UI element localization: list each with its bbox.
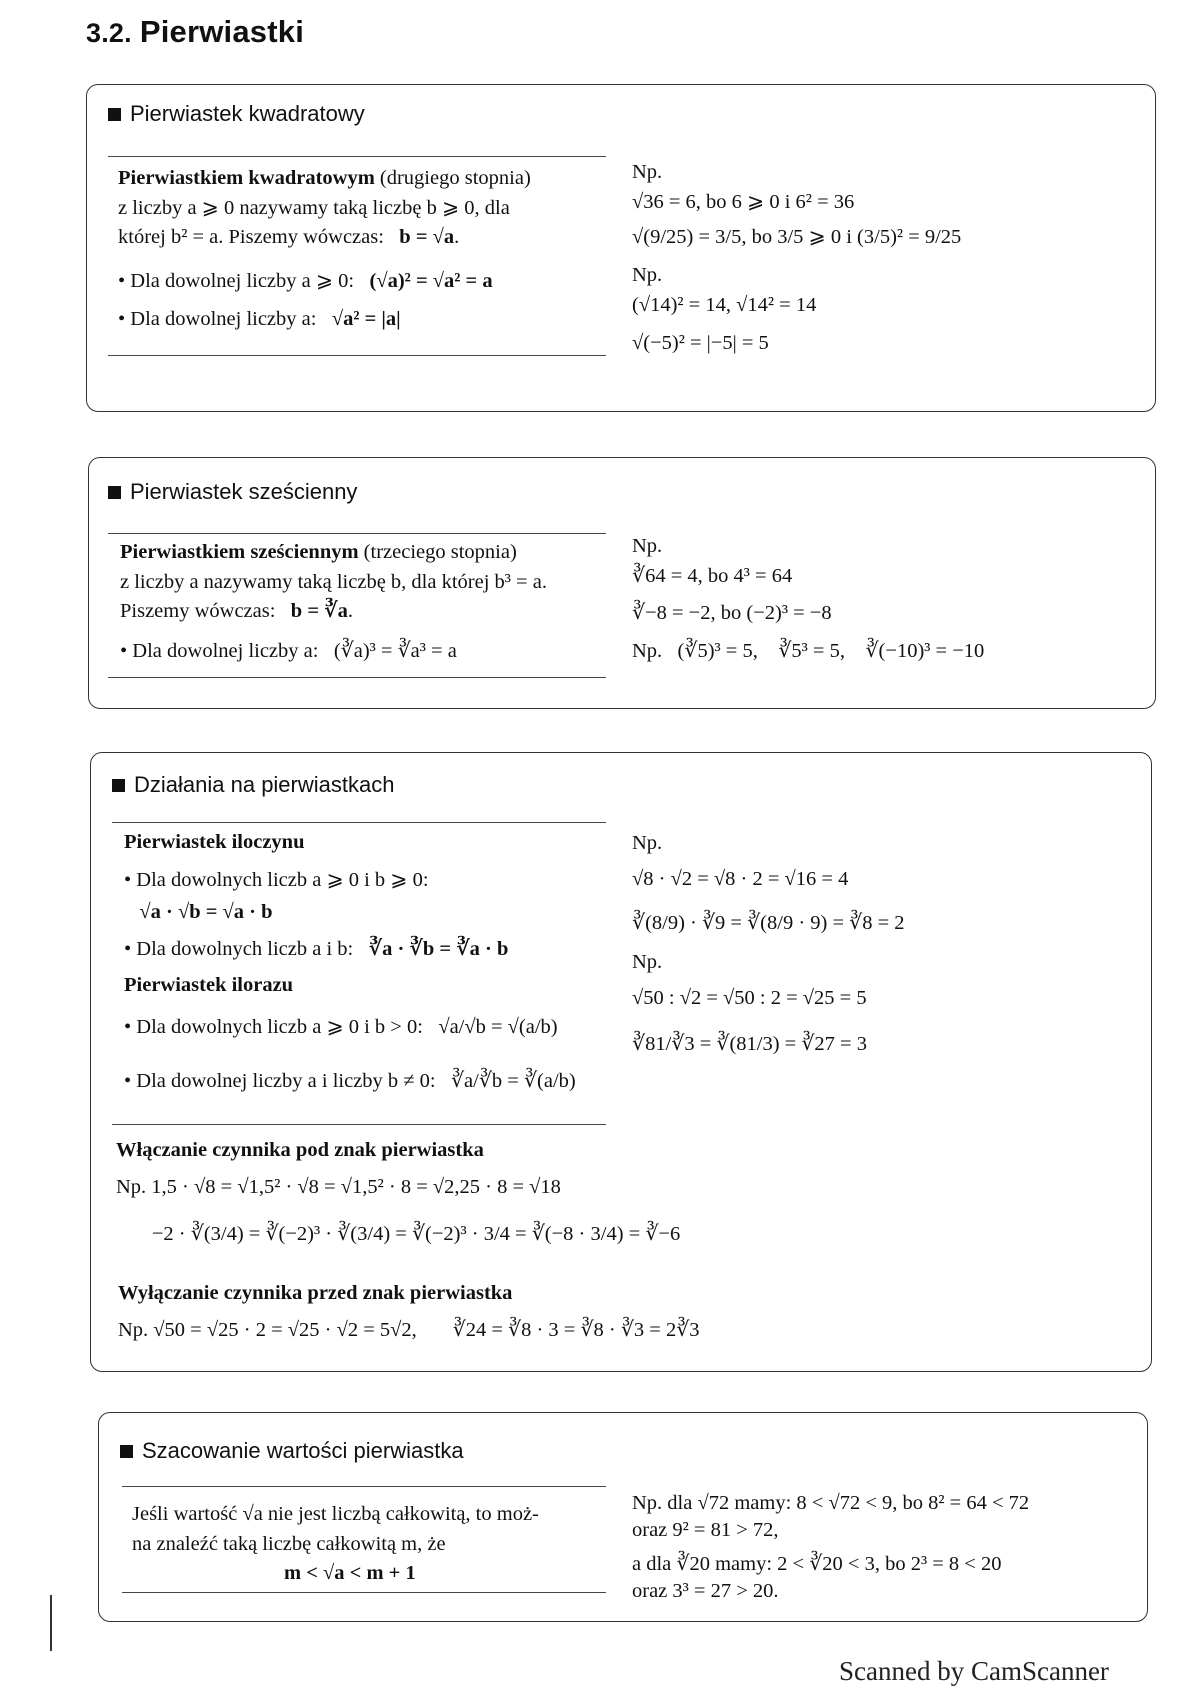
- examples-block: [632, 828, 905, 1061]
- rule-line: • Dla dowolnych liczb a ⩾ 0 i b ⩾ 0:: [124, 868, 429, 891]
- rule-title: Pierwiastek ilorazu: [124, 974, 294, 997]
- divider-bottom: [122, 1592, 606, 1593]
- rule-title: Pierwiastek iloczynu: [124, 831, 305, 853]
- example-line: −2 · ∛(3/4) = ∛(−2)³ · ∛(3/4) = ∛(−2)³ · 3/4 = ∛(−8 · 3/4) = ∛−6: [116, 1222, 681, 1245]
- rule-formula: m < √a < m + 1: [284, 1562, 416, 1585]
- page-title: [86, 14, 304, 50]
- example-line: Np. dla √72 mamy: 8 < √72 < 9, bo 8² = 64 < 72: [632, 1492, 1030, 1514]
- divider-bottom: [108, 355, 606, 356]
- example-line: Np. √50 = √25 · 2 = √25 · √2 = 5√2, ∛24 = ∛8 · 3 = ∛8 · ∛3 = 2∛3: [118, 1318, 700, 1341]
- divider-middle: [112, 1124, 606, 1125]
- definition-block: [120, 538, 547, 667]
- section-heading-estimation: [120, 1438, 464, 1464]
- example-line: Np. 1,5 · √8 = √1,5² · √8 = √1,5² · 8 = √2,25 · 8 = √18: [116, 1175, 561, 1198]
- def-line: z liczby a ⩾ 0 nazywamy taką liczbę b ⩾ 0, dla: [118, 196, 510, 219]
- section-heading-cube-root: [108, 479, 357, 505]
- section-title: Pierwiastki: [139, 14, 305, 49]
- rule-line: • Dla dowolnej liczby a: (∛a)³ = ∛a³ = a: [120, 640, 457, 663]
- example-line: √36 = 6, bo 6 ⩾ 0 i 6² = 36: [632, 190, 855, 213]
- square-bullet-icon: [112, 779, 125, 792]
- example-line: √(−5)² = |−5| = 5: [632, 331, 769, 354]
- example-line: (√14)² = 14, √14² = 14: [632, 293, 817, 316]
- example-line: oraz 9² = 81 > 72,: [632, 1518, 779, 1541]
- divider-top: [108, 156, 606, 157]
- extract-factor-block: [118, 1277, 700, 1347]
- definition-block: [118, 164, 531, 335]
- example-line: √8 · √2 = √8 · 2 = √16 = 4: [632, 867, 849, 890]
- rules-block: [124, 827, 576, 1097]
- rule-line: √a · √b = √a · b: [139, 900, 273, 923]
- example-line: ∛(8/9) · ∛9 = ∛(8/9 · 9) = ∛8 = 2: [632, 911, 905, 934]
- square-bullet-icon: [120, 1445, 133, 1458]
- subsection-title: Wyłączanie czynnika przed znak pierwiastka: [118, 1282, 513, 1304]
- rule-line: • Dla dowolnych liczb a i b: ∛a · ∛b = ∛a · b: [124, 938, 509, 961]
- section-number: 3.2.: [86, 18, 132, 48]
- estimation-rule-block: [132, 1500, 539, 1589]
- rule-line: Jeśli wartość √a nie jest liczbą całkowitą, to moż-: [132, 1503, 539, 1525]
- rule-line: na znaleźć taką liczbę całkowitą m, że: [132, 1532, 446, 1555]
- examples-block: [632, 532, 984, 667]
- subsection-title: Włączanie czynnika pod znak pierwiastka: [116, 1139, 484, 1161]
- example-label: Np.: [632, 264, 663, 287]
- rule-line: • Dla dowolnej liczby a ⩾ 0: (√a)² = √a² = a: [118, 270, 493, 293]
- divider-bottom: [108, 677, 606, 678]
- divider-top: [108, 533, 606, 534]
- section-heading-operations: [112, 772, 394, 798]
- heading-text: Działania na pierwiastkach: [134, 772, 395, 797]
- square-bullet-icon: [108, 108, 121, 121]
- def-line: Piszemy wówczas: b = ∛a.: [120, 600, 353, 623]
- examples-block: [632, 158, 961, 358]
- def-line: której b² = a. Piszemy wówczas: b = √a.: [118, 226, 460, 249]
- section-heading-square-root: [108, 101, 365, 127]
- example-label: Np.: [632, 951, 663, 974]
- example-label: Np.: [632, 832, 663, 854]
- example-label: Np.: [632, 161, 663, 183]
- rule-line: • Dla dowolnej liczby a: √a² = |a|: [118, 307, 401, 330]
- example-line: ∛−8 = −2, bo (−2)³ = −8: [632, 602, 832, 625]
- def-line: Pierwiastkiem sześciennym (trzeciego stopnia): [120, 541, 517, 563]
- divider-top: [112, 822, 606, 823]
- example-line: oraz 3³ = 27 > 20.: [632, 1579, 779, 1602]
- scanner-watermark: Scanned by CamScanner: [839, 1656, 1109, 1686]
- estimation-examples-block: [632, 1490, 1029, 1605]
- def-line: z liczby a nazywamy taką liczbę b, dla której b³ = a.: [120, 570, 547, 593]
- scan-margin-line: [50, 1595, 52, 1651]
- example-line: Np. (∛5)³ = 5, ∛5³ = 5, ∛(−10)³ = −10: [632, 640, 985, 663]
- heading-text: Szacowanie wartości pierwiastka: [142, 1438, 464, 1463]
- example-label: Np.: [632, 535, 663, 557]
- divider-top: [122, 1486, 606, 1487]
- example-line: √50 : √2 = √50 : 2 = √25 = 5: [632, 987, 867, 1010]
- example-line: a dla ∛20 mamy: 2 < ∛20 < 3, bo 2³ = 8 < 20: [632, 1553, 1002, 1576]
- include-factor-block: [116, 1134, 680, 1250]
- example-line: ∛64 = 4, bo 4³ = 64: [632, 564, 793, 587]
- heading-text: Pierwiastek kwadratowy: [130, 101, 365, 126]
- square-bullet-icon: [108, 486, 121, 499]
- heading-text: Pierwiastek sześcienny: [130, 479, 358, 504]
- rule-line: • Dla dowolnej liczby a i liczby b ≠ 0: ∛a/∛b = ∛(a/b): [124, 1069, 576, 1092]
- example-line: √(9/25) = 3/5, bo 3/5 ⩾ 0 i (3/5)² = 9/25: [632, 226, 962, 249]
- rule-line: • Dla dowolnych liczb a ⩾ 0 i b > 0: √a/√b = √(a/b): [124, 1015, 558, 1038]
- example-line: ∛81/∛3 = ∛(81/3) = ∛27 = 3: [632, 1032, 867, 1055]
- def-line: Pierwiastkiem kwadratowym (drugiego stopnia): [118, 167, 531, 189]
